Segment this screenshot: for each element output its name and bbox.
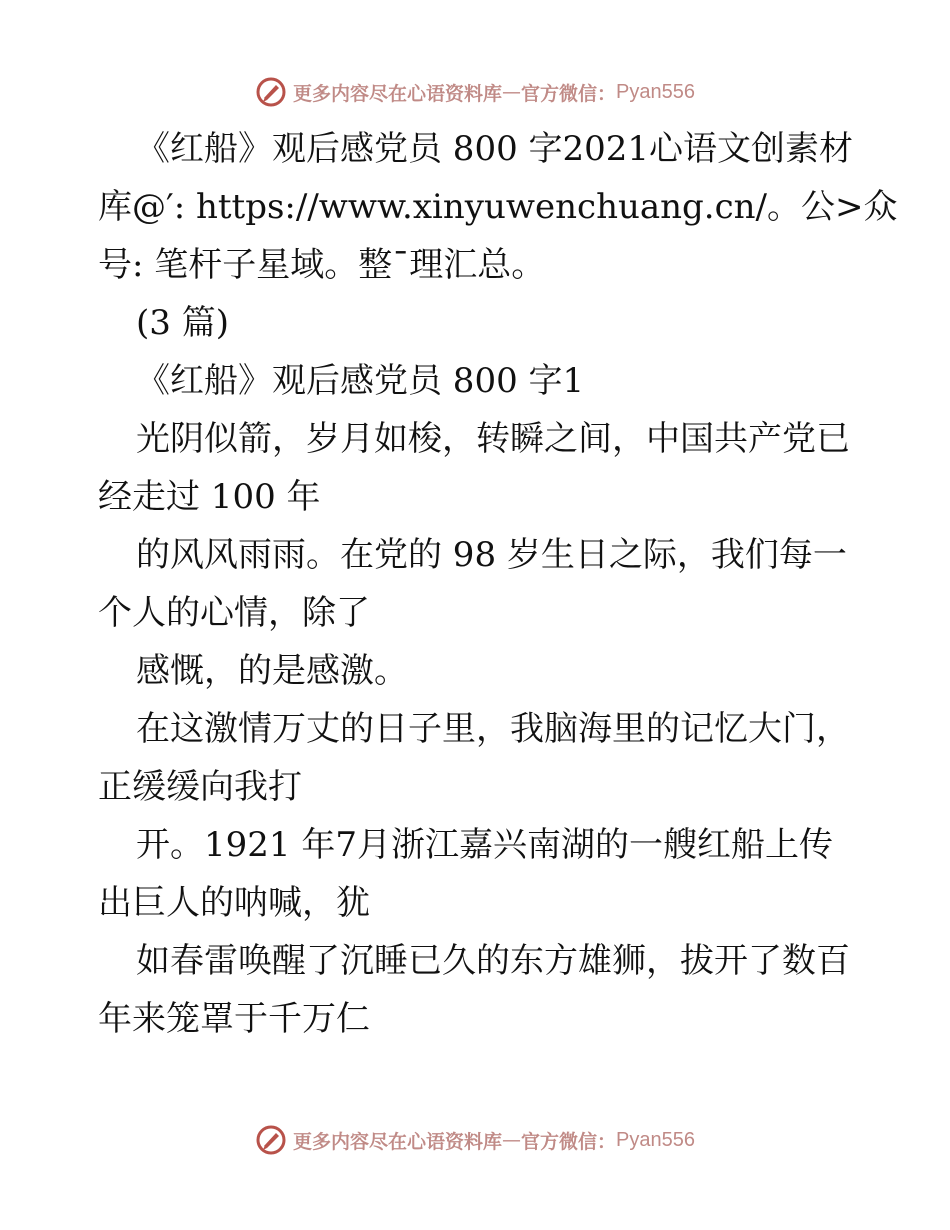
text-line: 光阴似箭，岁月如梭，转瞬之间，中国共产党已 (136, 419, 850, 459)
banner-text: 更多内容尽在心语资料库 (293, 82, 503, 105)
banner-wechat-label: 官方微信： (521, 82, 617, 105)
text-line: 年来笼罩于千万仁 (98, 999, 370, 1039)
banner-wechat-id: Pyan556 (616, 80, 695, 103)
text-line: 的风风雨雨。在党的 98 岁生日之际，我们每一 (136, 535, 847, 575)
document-body (98, 120, 898, 1048)
quill-logo-icon (255, 76, 287, 108)
text-line: 库@′: https://www.xinyuwenchuang.cn/。公>众 (98, 187, 898, 227)
text-line: 正缓缓向我打 (98, 767, 302, 807)
text-line: 《红船》观后感党员 800 字1 (136, 361, 585, 401)
banner-wechat-label: 官方微信： (521, 1130, 617, 1153)
banner-separator: — (502, 81, 522, 103)
text-line: 感慨，的是感激。 (136, 651, 408, 691)
text-line: 出巨人的呐喊，犹 (98, 883, 370, 923)
text-line: (3 篇) (136, 303, 229, 343)
text-line: 在这激情万丈的日子里，我脑海里的记忆大门， (136, 709, 850, 749)
text-line: 如春雷唤醒了沉睡已久的东方雄狮，拔开了数百 (136, 941, 850, 981)
header-banner (0, 72, 950, 112)
footer-banner (0, 1120, 950, 1160)
text-line: 经走过 100 年 (98, 477, 321, 517)
banner-wechat-id: Pyan556 (616, 1128, 695, 1151)
text-line: 开。1921 年7月浙江嘉兴南湖的一艘红船上传 (136, 825, 833, 865)
quill-logo-icon (255, 1124, 287, 1156)
banner-text: 更多内容尽在心语资料库 (293, 1130, 503, 1153)
banner-separator: — (502, 1129, 522, 1151)
text-line: 个人的心情，除了 (98, 593, 370, 633)
text-line: 号: 笔杆子星域。整¯理汇总。 (98, 245, 546, 285)
text-line: 《红船》观后感党员 800 字2021心语文创素材 (136, 129, 854, 169)
